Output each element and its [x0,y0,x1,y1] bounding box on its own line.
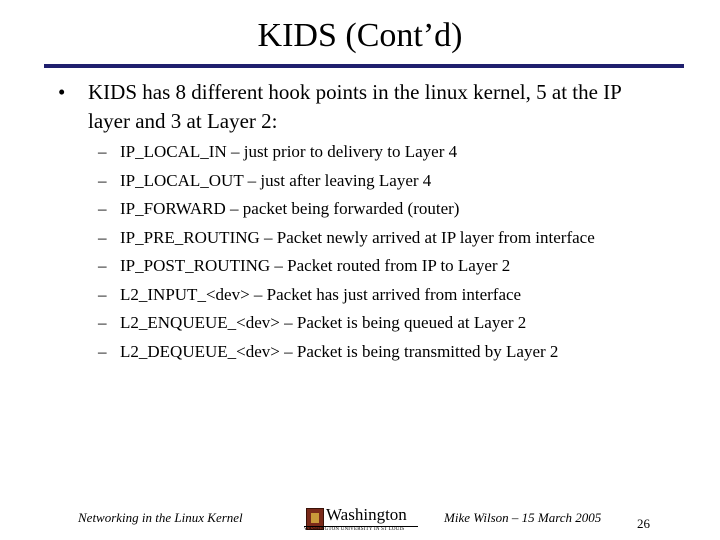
list-item-text: IP_LOCAL_OUT – just after leaving Layer 4 [120,170,432,190]
slide-title: KIDS (Cont’d) [257,17,463,54]
title-divider [44,64,684,68]
university-logo [302,506,420,534]
list-item [98,140,658,164]
footer-course-title: Networking in the Linux Kernel [78,510,243,525]
logo-wordmark: Washington [326,505,407,524]
list-item-text: L2_ENQUEUE_<dev> – Packet is being queued at Layer 2 [120,313,527,332]
logo-subtitle: WASHINGTON UNIVERSITY IN ST LOUIS [304,526,418,533]
dash-icon: – [98,256,107,275]
list-item [98,311,658,335]
list-item [98,340,658,364]
list-item-text: IP_POST_ROUTING – Packet routed from IP to Layer 2 [120,256,511,275]
list-item-text: IP_FORWARD – packet being forwarded (router) [120,199,460,218]
dash-icon: – [98,199,107,218]
list-item-text: L2_INPUT_<dev> – Packet has just arrived from interface [120,284,522,304]
dash-icon: – [98,142,107,161]
dash-icon: – [98,341,107,361]
list-item [98,226,658,250]
main-bullet-text: KIDS has 8 different hook points in the linux kernel, 5 at the IP layer and 3 at Layer 2: [88,80,622,133]
list-item [98,254,658,278]
list-item-text: L2_DEQUEUE_<dev> – Packet is being transmitted by Layer 2 [120,341,559,361]
dash-icon: – [98,284,107,304]
dash-icon: – [98,313,107,332]
list-item-text: IP_PRE_ROUTING – Packet newly arrived at IP layer from interface [120,227,595,247]
list-item-text: IP_LOCAL_IN – just prior to delivery to Layer 4 [120,142,458,161]
dash-icon: – [98,227,107,247]
dash-icon: – [98,170,107,190]
list-item [98,197,658,221]
list-item [98,169,658,193]
hook-points-list [98,140,658,368]
page-number: 26 [637,516,650,531]
bullet-icon: • [58,80,66,104]
footer-author-date: Mike Wilson – 15 March 2005 [444,510,602,525]
list-item [98,283,658,307]
